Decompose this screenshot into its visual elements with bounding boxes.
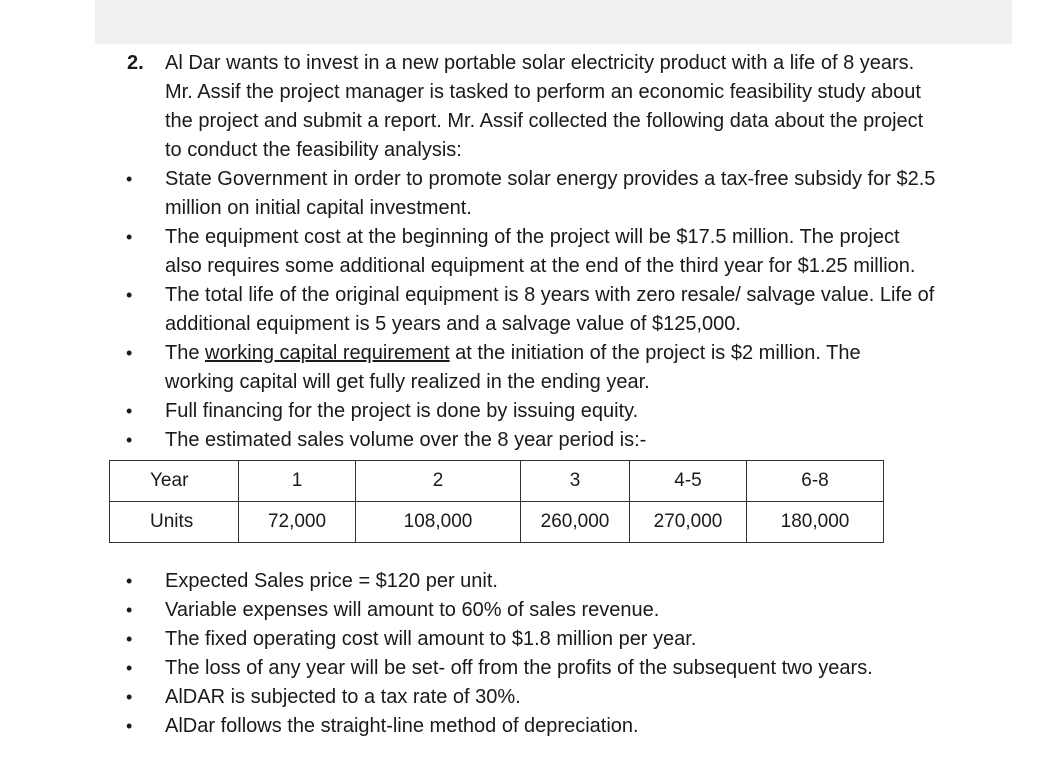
bullet-dot-icon: • [126,343,133,363]
bullet-dot-icon: • [126,169,133,189]
bullet-item-working-capital: • The working capital requirement at the initiation of the project is $2 million. The working capital will get fully realized in the ending year. [120,339,1020,397]
units-cell: 108,000 [356,502,521,543]
year-cell: 1 [239,461,356,502]
bullet-dot-icon: • [126,571,133,591]
bullet-dot-icon: • [126,430,133,450]
units-cell: 180,000 [747,502,884,543]
working-capital-link[interactable]: working capital requirement [205,342,450,364]
bullet-item-depreciation: • AlDar follows the straight-line method of depreciation. [120,712,1020,741]
units-cell: 270,000 [630,502,747,543]
table-row [110,502,884,543]
bullet-dot-icon: • [126,716,133,736]
bullet-item-fixed-cost: • The fixed operating cost will amount to $1.8 million per year. [120,625,1020,654]
bullet-item-equipment-life: • The total life of the original equipment is 8 years with zero resale/ salvage value. Life of additional equipment is 5 years and a salvage value of $125,000. [120,281,1020,339]
bullet-list-bottom [120,567,1020,741]
year-cell: 3 [521,461,630,502]
year-cell: 6-8 [747,461,884,502]
bullet-list-top [120,165,1020,455]
paragraph-line: Al Dar wants to invest in a new portable solar electricity product with a life of 8 years. [165,52,915,74]
bullet-dot-icon: • [126,687,133,707]
question-number: 2. [127,52,144,74]
table-row [110,461,884,502]
question-paragraph [165,49,1025,165]
bullet-item-subsidy: • State Government in order to promote solar energy provides a tax-free subsidy for $2.5 million on initial capital investment. [120,165,1020,223]
bullet-dot-icon: • [126,285,133,305]
bullet-item-tax-rate: • AlDAR is subjected to a tax rate of 30%. [120,683,1020,712]
paragraph-line: to conduct the feasibility analysis: [165,139,462,161]
units-cell: 260,000 [521,502,630,543]
sales-volume-table [109,460,884,543]
paragraph-line: the project and submit a report. Mr. Assif collected the following data about the project [165,110,924,132]
units-cell: 72,000 [239,502,356,543]
bullet-item-sales-volume: • The estimated sales volume over the 8 year period is:- [120,426,1020,455]
top-band [95,0,1012,44]
bullet-dot-icon: • [126,658,133,678]
bullet-item-loss-setoff: • The loss of any year will be set- off from the profits of the subsequent two years. [120,654,1020,683]
bullet-dot-icon: • [126,227,133,247]
bullet-dot-icon: • [126,629,133,649]
year-cell: 4-5 [630,461,747,502]
bullet-item-financing: • Full financing for the project is done by issuing equity. [120,397,1020,426]
paragraph-line: Mr. Assif the project manager is tasked to perform an economic feasibility study about [165,81,921,103]
bullet-item-variable-expenses: • Variable expenses will amount to 60% of sales revenue. [120,596,1020,625]
year-cell: 2 [356,461,521,502]
row-label-year: Year [110,461,239,502]
bullet-dot-icon: • [126,600,133,620]
bullet-item-sales-price: • Expected Sales price = $120 per unit. [120,567,1020,596]
row-label-units: Units [110,502,239,543]
bullet-item-equipment-cost: • The equipment cost at the beginning of the project will be $17.5 million. The project also requires some additional equipment at the end of the third year for $1.25 million. [120,223,1020,281]
bullet-dot-icon: • [126,401,133,421]
